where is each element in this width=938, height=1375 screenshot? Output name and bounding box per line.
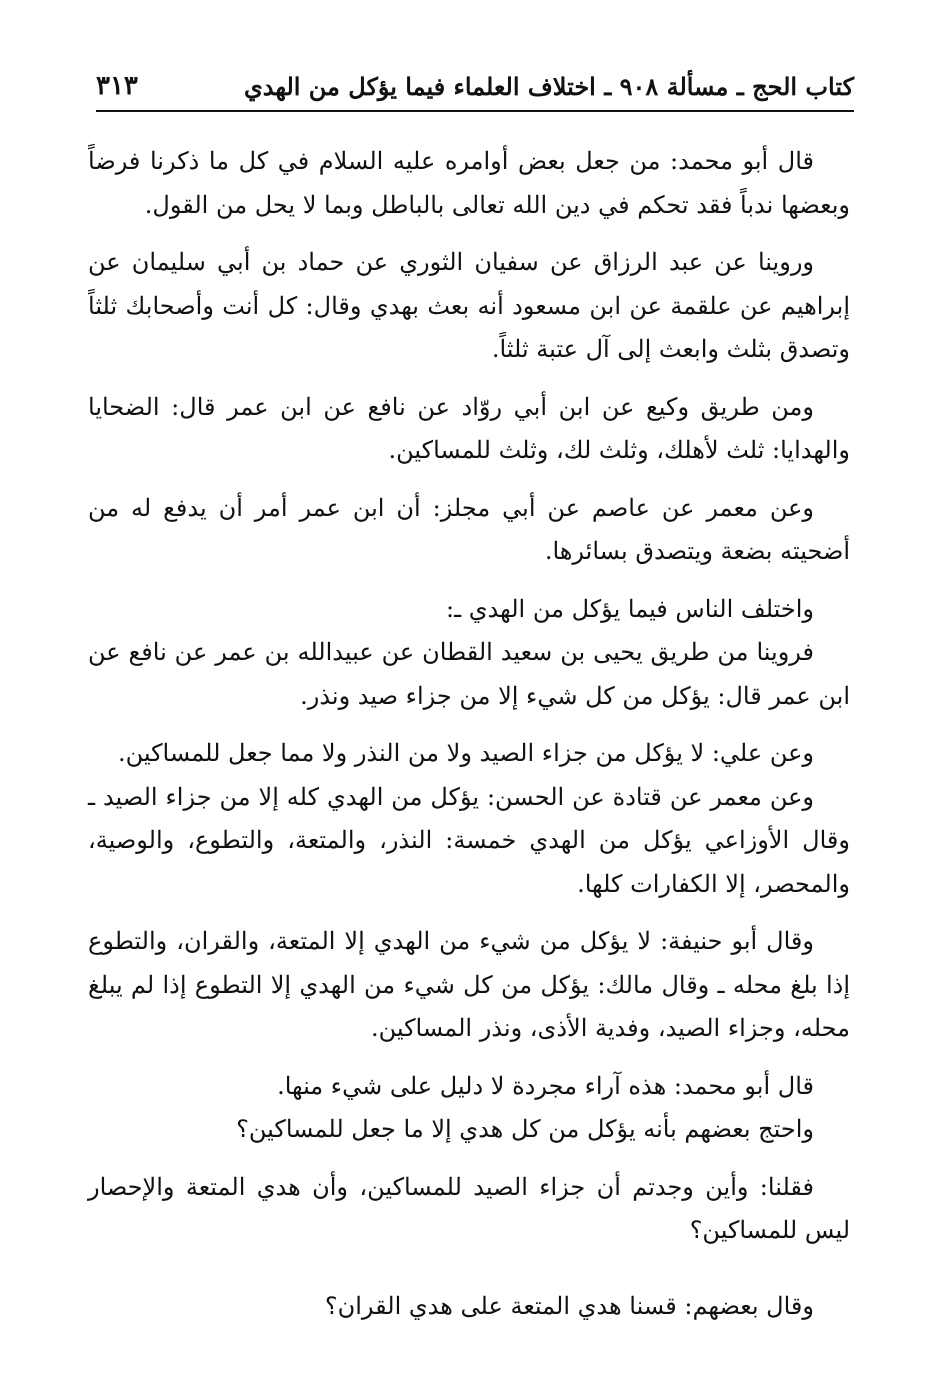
paragraph: ومن طريق وكيع عن ابن أبي روّاد عن نافع عن ابن عمر قال: الضحايا والهدايا: ثلث لأهلك، وثلث لك، وثلث للمساكين. (88, 392, 850, 464)
paragraph: وعن معمر عن عاصم عن أبي مجلز: أن ابن عمر أمر أن يدفع له من أضحيته بضعة ويتصدق بسائرها. (88, 493, 850, 565)
page-header (96, 62, 854, 112)
page-number: ٣١٣ (96, 71, 138, 101)
paragraph: واختلف الناس فيما يؤكل من الهدي ـ: (446, 594, 814, 623)
paragraph: قال أبو محمد: هذه آراء مجردة لا دليل على شيء منها. (277, 1071, 814, 1100)
paragraph: فروينا من طريق يحيى بن سعيد القطان عن عبيدالله بن عمر عن نافع عن ابن عمر قال: يؤكل من كل شيء إلا من جزاء صيد ونذر. (88, 638, 850, 710)
paragraph: وروينا عن عبد الرزاق عن سفيان الثوري عن حماد بن أبي سليمان عن إبراهيم عن علقمة عن ابن مسعود أنه بعث بهدي وقال: كل أنت وأصحابك ثلثاً وتصدق بثلث وابعث إلى آل عتبة ثلثاً. (88, 248, 850, 363)
paragraph-group (88, 1065, 850, 1152)
body-text (88, 140, 850, 1342)
paragraph: فقلنا: وأين وجدتم أن جزاء الصيد للمساكين، وأن هدي المتعة والإحصار ليس للمساكين؟ (88, 1172, 850, 1244)
running-title: كتاب الحج ـ مسألة ٩٠٨ ـ اختلاف العلماء فيما يؤكل من الهدي (244, 71, 854, 101)
spacer (88, 1267, 850, 1285)
paragraph: وعن معمر عن قتادة عن الحسن: يؤكل من الهدي كله إلا من جزاء الصيد ـ وقال الأوزاعي يؤكل من الهدي خمسة: النذر، والمتعة، والتطوع، والوصية، والمحصر، إلا الكفارات كلها. (88, 782, 850, 898)
paragraph: واحتج بعضهم بأنه يؤكل من كل هدي إلا ما جعل للمساكين؟ (236, 1115, 814, 1143)
paragraph: قال أبو محمد: من جعل بعض أوامره عليه السلام في كل ما ذكرنا فرضاً وبعضها ندباً فقد تحكم في دين الله تعالى بالباطل وبما لا يحل من القول. (88, 147, 850, 219)
paragraph: وعن علي: لا يؤكل من جزاء الصيد ولا من النذر ولا مما جعل للمساكين. (117, 739, 814, 767)
paragraph: وقال بعضهم: قسنا هدي المتعة على هدي القران؟ (324, 1291, 814, 1320)
paragraph: وقال أبو حنيفة: لا يؤكل من شيء من الهدي إلا المتعة، والقران، والتطوع إذا بلغ محله ـ وقال مالك: يؤكل من كل شيء من الهدي إلا التطوع إذا لم يبلغ محله، وجزاء الصيد، وفدية الأذى، ونذر المساكين. (88, 927, 850, 1042)
